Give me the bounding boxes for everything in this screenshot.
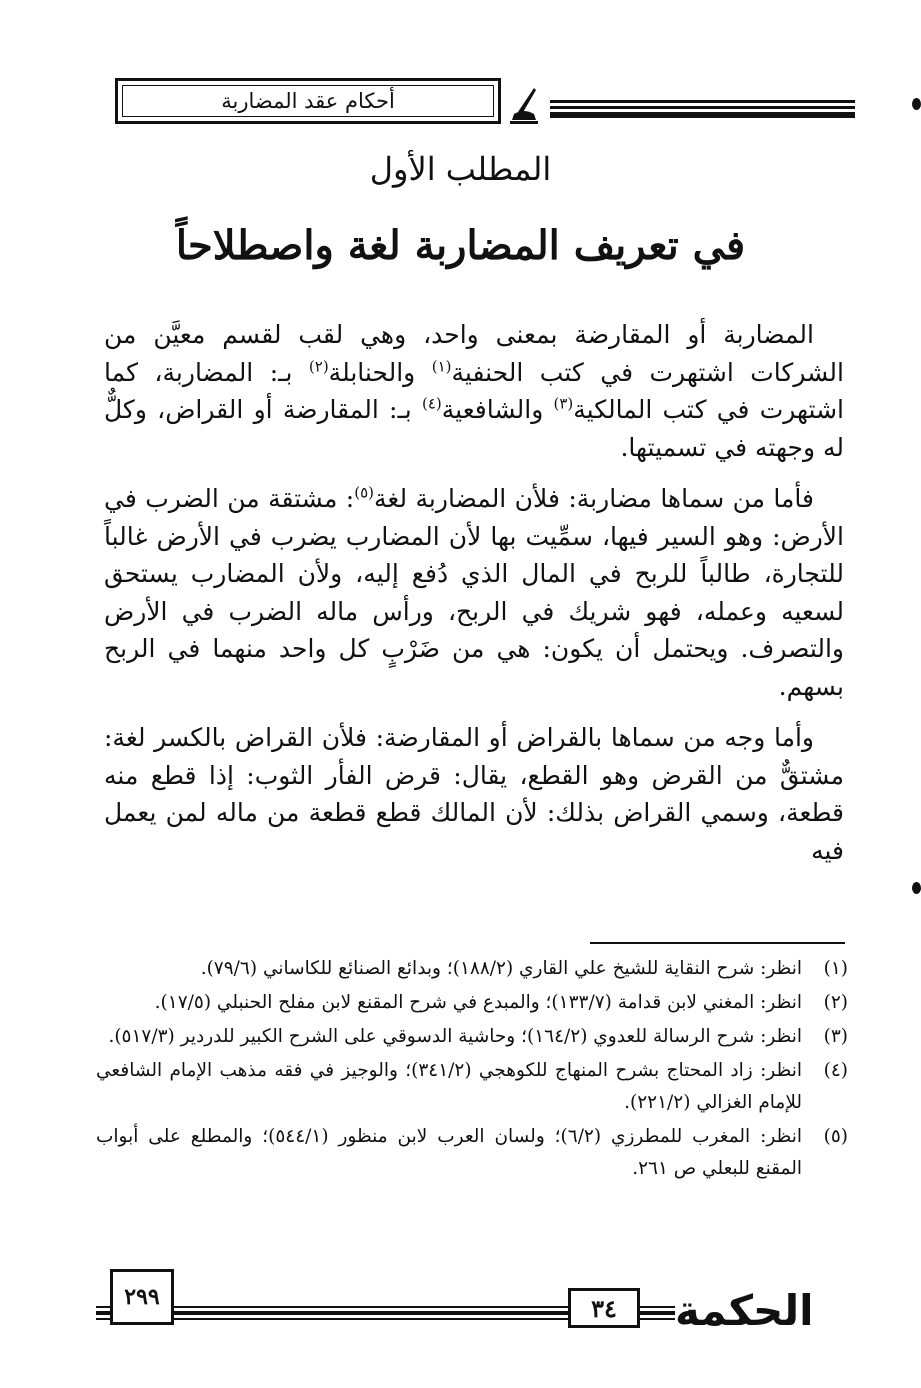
footnote-ref-1[interactable]: (١)	[431, 357, 452, 376]
section-title: في تعريف المضاربة لغة واصطلاحاً	[175, 222, 746, 269]
footer-rules	[96, 1304, 776, 1324]
page-footer	[0, 1262, 921, 1352]
paragraph-1	[104, 316, 844, 466]
scan-speck	[912, 882, 921, 894]
footnote-ref-5[interactable]: (٥)	[354, 483, 374, 502]
footnote	[96, 1021, 848, 1053]
issue-number: ٣٤	[591, 1293, 617, 1323]
text-run: بـ: المقارضة أو القراض، وكلٌّ له وجهته في تسميتها.	[104, 395, 844, 462]
running-header-title: أحكام عقد المضاربة	[221, 89, 395, 113]
footnote-text: انظر: زاد المحتاج بشرح المنهاج للكوهجي (٣٤١/٢)؛ والوجيز في فقه مذهب الإمام الشافعي للإمام الغزالي (٢٢١/٢).	[96, 1060, 802, 1113]
section-label: المطلب الأول	[369, 150, 552, 188]
text-run: : مشتقة من الضرب في الأرض: وهو السير فيها، سمِّيت بها لأن المضارب يضرب في الأرض غالباً للتجارة، طالباً للربح في المال الذي دُفع إليه، ولأن المضارب يستحق لسعيه وعمله، فهو شريك في الربح، ورأس ماله الضرب في الأرض والتصرف. ويحتمل أن يكون: هي من ضَرْبٍ كل واحد منهما في الربح بسهم.	[104, 484, 844, 701]
footnotes	[96, 953, 848, 1187]
footnote-number: (٥)	[823, 1126, 848, 1147]
scan-speck	[912, 98, 921, 110]
footnote	[96, 1121, 848, 1185]
footnote	[96, 953, 848, 985]
journal-logo-text: الحكمة	[675, 1285, 814, 1335]
body-text	[104, 316, 844, 883]
footnote-text: انظر: المغرب للمطرزي (٦/٢)؛ ولسان العرب لابن منظور (٥٤٤/١)؛ والمطلع على أبواب المقنع للبعلي ص ٢٦١.	[96, 1126, 802, 1179]
quill-pen-icon	[504, 86, 544, 126]
header-rules	[550, 100, 855, 121]
footnote-number: (٣)	[823, 1026, 848, 1047]
footnote-text: انظر: المغني لابن قدامة (١٣٣/٧)؛ والمبدع في شرح المقنع لابن مفلح الحنبلي (١٧/٥).	[154, 992, 802, 1013]
running-header	[115, 78, 501, 124]
footnote-text: انظر: شرح النقاية للشيخ علي القاري (١٨٨/٢)؛ وبدائع الصنائع للكاساني (٧٩/٦).	[200, 958, 802, 979]
footnote-ref-4[interactable]: (٤)	[421, 394, 442, 413]
footnote-divider	[590, 942, 845, 944]
paragraph-2	[104, 480, 844, 705]
footnote-number: (٢)	[823, 992, 848, 1013]
paragraph-3: وأما وجه من سماها بالقراض أو المقارضة: فلأن القراض بالكسر لغة: مشتقٌّ من القرض وهو القطع، يقال: قرض الفأر الثوب: إذا قطع منه قطعة، وسمي القراض بذلك: لأن المالك قطع قطعة من ماله لمن يعمل فيه	[104, 723, 844, 865]
text-run: والحنابلة	[328, 357, 432, 387]
text-run: بـ: المضاربة، كما اشتهرت في كتب المالكية	[104, 357, 844, 424]
issue-number-box	[568, 1288, 640, 1328]
page-number-box	[110, 1269, 174, 1325]
footnote-ref-2[interactable]: (٢)	[308, 357, 329, 376]
journal-logo	[675, 1280, 835, 1340]
footnote	[96, 987, 848, 1019]
footnote	[96, 1055, 848, 1119]
footnote-text: انظر: شرح الرسالة للعدوي (١٦٤/٢)؛ وحاشية الدسوقي على الشرح الكبير للدردير (٥١٧/٣).	[108, 1026, 802, 1047]
footnote-number: (٤)	[823, 1060, 848, 1081]
footnote-number: (١)	[823, 958, 848, 979]
text-run: فأما من سماها مضاربة: فلأن المضاربة لغة	[374, 484, 814, 513]
text-run: والشافعية	[441, 395, 554, 424]
text-run: المضاربة أو المقارضة بمعنى واحد، وهي لقب لقسم معيَّن من الشركات اشتهرت في كتب الحنفية	[104, 320, 844, 387]
footnote-ref-3[interactable]: (٣)	[553, 394, 574, 413]
page-number: ٢٩٩	[124, 1284, 160, 1310]
